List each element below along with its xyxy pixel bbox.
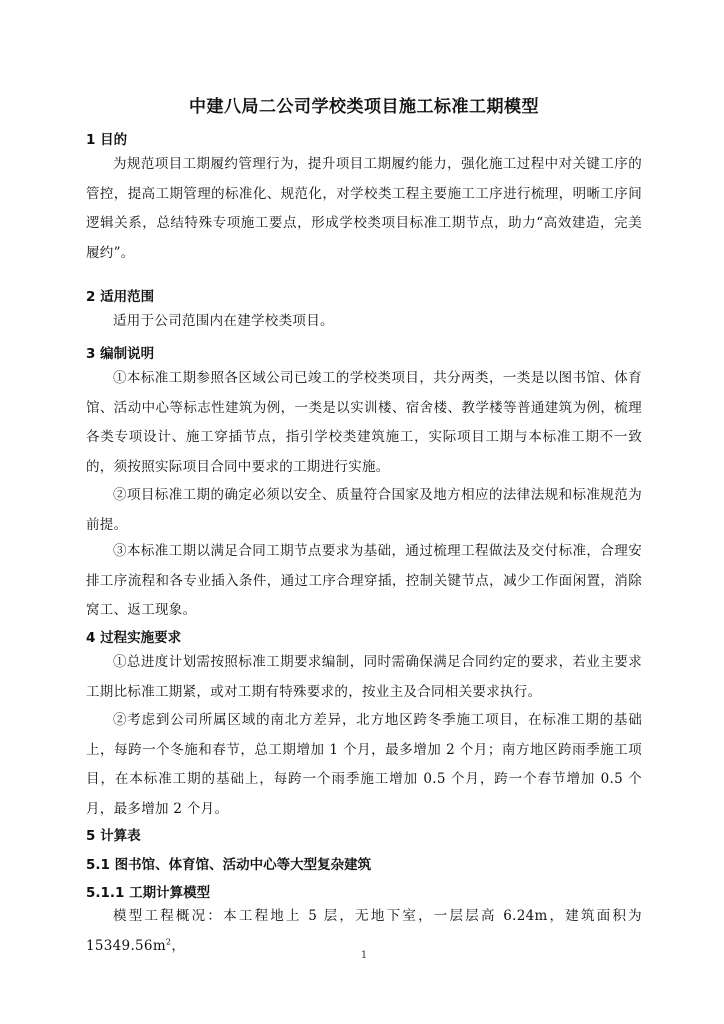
section-2-paragraph: 适用于公司范围内在建学校类项目。 [113,313,334,329]
section-4-heading: 4 过程实施要求 [86,630,182,646]
page-number: 1 [360,950,368,961]
area-unit-superscript: 2 [165,937,172,947]
section-2-heading: 2 适用范围 [86,289,155,305]
section-4-paragraph-1: ①总进度计划需按照标准工期要求编制，同时需确保满足合同约定的要求，若业主要求工期比标准工期紧，或对工期有特殊要求的，按业主及合同相关要求执行。 [86,654,642,700]
section-1-heading: 1 目的 [86,132,128,148]
section-3-paragraph-2: ②项目标准工期的确定必须以安全、质量符合国家及地方相应的法律法规和标准规范为前提。 [86,487,642,533]
section-5-paragraph-tail: ， [171,937,186,954]
document-page [86,0,642,1024]
section-3-paragraph-1: ①本标准工期参照各区域公司已竣工的学校类项目，共分两类，一类是以图书馆、体育馆、活动中心等标志性建筑为例，一类是以实训楼、宿舍楼、教学楼等普通建筑为例，梳理各类专项设计、施工穿插节点，指引学校类建筑施工，实际项目工期与本标准工期不一致的，须按照实际项目合同中要求的工期进行实施。 [86,370,642,475]
section-1-paragraph: 为规范项目工期履约管理行为，提升项目工期履约能力，强化施工过程中对关键工序的管控，提高工期管理的标准化、规范化，对学校类工程主要施工工序进行梳理，明晰工序间逻辑关系，总结特殊专项施工要点，形成学校类项目标准工期节点，助力“高效建造，完美履约”。 [86,156,642,261]
document-title: 中建八局二公司学校类项目施工标准工期模型 [189,97,539,117]
section-5-1-1-heading: 5.1.1 工期计算模型 [86,885,211,901]
section-3-heading: 3 编制说明 [86,346,155,362]
section-5-heading: 5 计算表 [86,828,141,844]
section-5-paragraph-text: 模型工程概况：本工程地上 5 层，无地下室，一层层高 6.24m，建筑面积为 15349.56m [86,908,642,954]
section-3-paragraph-3: ③本标准工期以满足合同工期节点要求为基础，通过梳理工程做法及交付标准，合理安排工序流程和各专业插入条件，通过工序合理穿插，控制关键节点，减少工作面闲置，消除窝工、返工现象。 [86,543,642,619]
section-4-paragraph-2: ②考虑到公司所属区域的南北方差异，北方地区跨冬季施工项目，在标准工期的基础上，每跨一个冬施和春节，总工期增加 1 个月，最多增加 2 个月；南方地区跨雨季施工项目，在本标准工期的基础上，每跨一个雨季施工增加 0.5 个月，跨一个春节增加 0.5 个月，最多增加 2 个月。 [86,712,642,817]
section-5-1-heading: 5.1 图书馆、体育馆、活动中心等大型复杂建筑 [86,857,372,873]
